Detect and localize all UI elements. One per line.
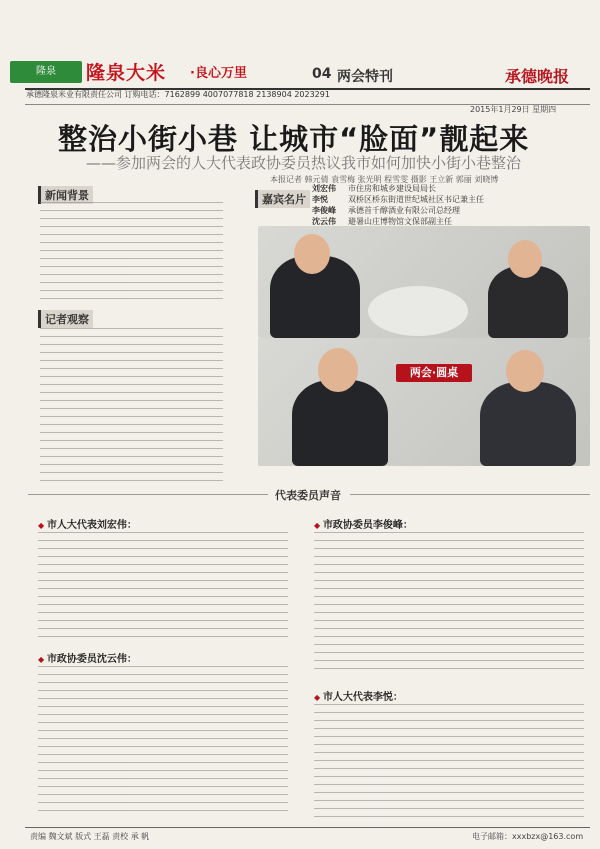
byline: 本报记者 韩元倩 袁雪梅 张光明 程雪雯 摄影 王立新 郭丽 刘晓博 <box>270 175 499 184</box>
ad-hotline: 承德隆泉米业有限责任公司 订购电话：7162899 4007077818 2138904 2023291 <box>26 90 330 99</box>
issue-date: 2015年1月29日 星期四 <box>470 105 557 114</box>
round-table <box>368 286 468 336</box>
column-text-shen <box>38 666 288 818</box>
headline: 整治小街小巷 让城市“脸面”靓起来 <box>58 122 530 156</box>
column-head-shen: ◆ 市政协委员沈云伟： <box>38 650 137 665</box>
guest-name: 沈云伟 <box>312 217 336 226</box>
guest-name: 李俊峰 <box>312 206 336 215</box>
column-text-li-yue <box>314 704 584 818</box>
footer-rule <box>25 827 590 828</box>
contact-email: 电子邮箱：xxxbzx@163.com <box>472 832 584 841</box>
paper-name: 承德晚报 <box>505 67 570 86</box>
person-face <box>318 348 358 392</box>
divider <box>350 494 590 495</box>
photo-bottom <box>258 338 590 466</box>
column-head-li-junfeng: ◆ 市政协委员李俊峰： <box>314 516 413 531</box>
editors-credit: 责编 魏文斌 版式 王磊 责校 承 帆 <box>30 832 150 841</box>
ad-logo: 隆泉 <box>10 61 82 83</box>
guest-row <box>312 205 484 216</box>
voices-label: 代表委员声音 <box>275 489 341 502</box>
section-name: 两会特刊 <box>337 69 393 85</box>
person-face <box>294 234 330 274</box>
guest-row <box>312 194 484 205</box>
person-face <box>508 240 542 278</box>
reporter-view-label: 记者观察 <box>38 310 93 328</box>
news-background-text <box>40 202 223 302</box>
person-face <box>506 350 544 392</box>
guest-name: 刘宏伟 <box>312 184 336 193</box>
round-table-tag: 两会·圆桌 <box>396 364 472 382</box>
ad-brand: 隆泉大米 <box>86 62 167 84</box>
guest-list <box>312 183 484 227</box>
divider <box>28 494 268 495</box>
column-head-li-yue: ◆ 市人大代表李悦： <box>314 688 403 703</box>
guest-title: 市住房和城乡建设局局长 <box>348 184 436 193</box>
column-text-liu <box>38 532 288 642</box>
news-background-label: 新闻背景 <box>38 186 93 204</box>
guest-title: 承德首千醇酒业有限公司总经理 <box>348 206 460 215</box>
photo-top <box>258 226 590 338</box>
person-silhouette <box>292 380 388 466</box>
column-text-li-junfeng <box>314 532 584 672</box>
section-number: 04 <box>312 66 332 82</box>
subheadline: ——参加两会的人大代表政协委员热议我市如何加快小街小巷整治 <box>86 154 522 172</box>
guest-name: 李悦 <box>312 195 328 204</box>
column-head-liu: ◆ 市人大代表刘宏伟： <box>38 516 137 531</box>
person-silhouette <box>480 382 576 466</box>
guest-row <box>312 183 484 194</box>
ad-tagline: ·良心万里 <box>190 66 247 81</box>
guest-title: 双桥区桥东街道世纪城社区书记兼主任 <box>348 195 484 204</box>
guests-label: 嘉宾名片 <box>255 190 310 208</box>
guest-title: 避暑山庄博物馆文保部副主任 <box>348 217 452 226</box>
reporter-view-text <box>40 328 223 488</box>
